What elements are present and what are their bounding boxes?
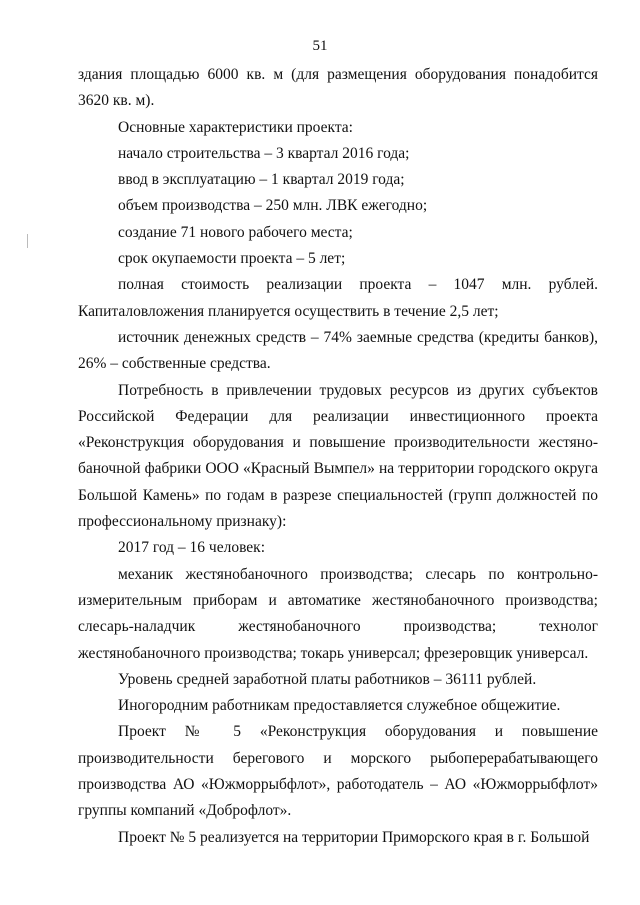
margin-mark — [27, 234, 28, 248]
list-item: полная стоимость реализации проекта – 1047 млн. рублей. Капиталовложения планируется осуществить в течение 2,5 лет; — [78, 276, 598, 320]
list-item: срок окупаемости проекта – 5 лет; — [118, 250, 346, 268]
list-item: создание 71 нового рабочего места; — [118, 223, 353, 241]
list-item: начало строительства – 3 квартал 2016 года; — [118, 144, 410, 162]
paragraph: Потребность в привлечении трудовых ресурсов из других субъектов Российской Федерации для реализации инвестиционного проекта «Реконструкция оборудования и повышение производительности жестяно-баночной фабрики ООО «Красный Вымпел» на территории городского округа Большой Камень» по годам в разрезе специальностей (групп должностей по профессиональному признаку): — [78, 381, 598, 531]
paragraph: 2017 год – 16 человек: — [118, 539, 266, 557]
paragraph: Уровень средней заработной платы работников – 36111 рублей. — [118, 670, 537, 688]
list-item: ввод в эксплуатацию – 1 квартал 2019 года; — [118, 171, 405, 189]
paragraph: механик жестянобаночного производства; слесарь по контрольно-измерительным приборам и автоматике жестянобаночного производства; слесарь-наладчик жестянобаночного производства; технолог жестянобаночного производства; токарь универсал; фрезеровщик универсал. — [78, 565, 598, 662]
list-item: источник денежных средств – 74% заемные средства (кредиты банков), 26% – собственные средства. — [78, 328, 598, 373]
paragraph: Проект № 5 «Реконструкция оборудования и повышение производительности берегового и морского рыбоперерабатывающего производства АО «Южморрыбфлот», работодатель – АО «Южморрыбфлот» группы компаний «Доброфлот». — [78, 723, 598, 820]
paragraph: Основные характеристики проекта: — [118, 118, 353, 136]
paragraph: здания площадью 6000 кв. м (для размещения оборудования понадобится 3620 кв. м). — [78, 66, 598, 110]
paragraph: Проект № 5 реализуется на территории Приморского края в г. Большой — [118, 828, 590, 846]
paragraph: Иногородним работникам предоставляется служебное общежитие. — [118, 697, 561, 715]
list-item: объем производства – 250 млн. ЛВК ежегодно; — [118, 197, 428, 215]
page-number: 51 — [312, 38, 328, 54]
body-text — [78, 62, 598, 851]
